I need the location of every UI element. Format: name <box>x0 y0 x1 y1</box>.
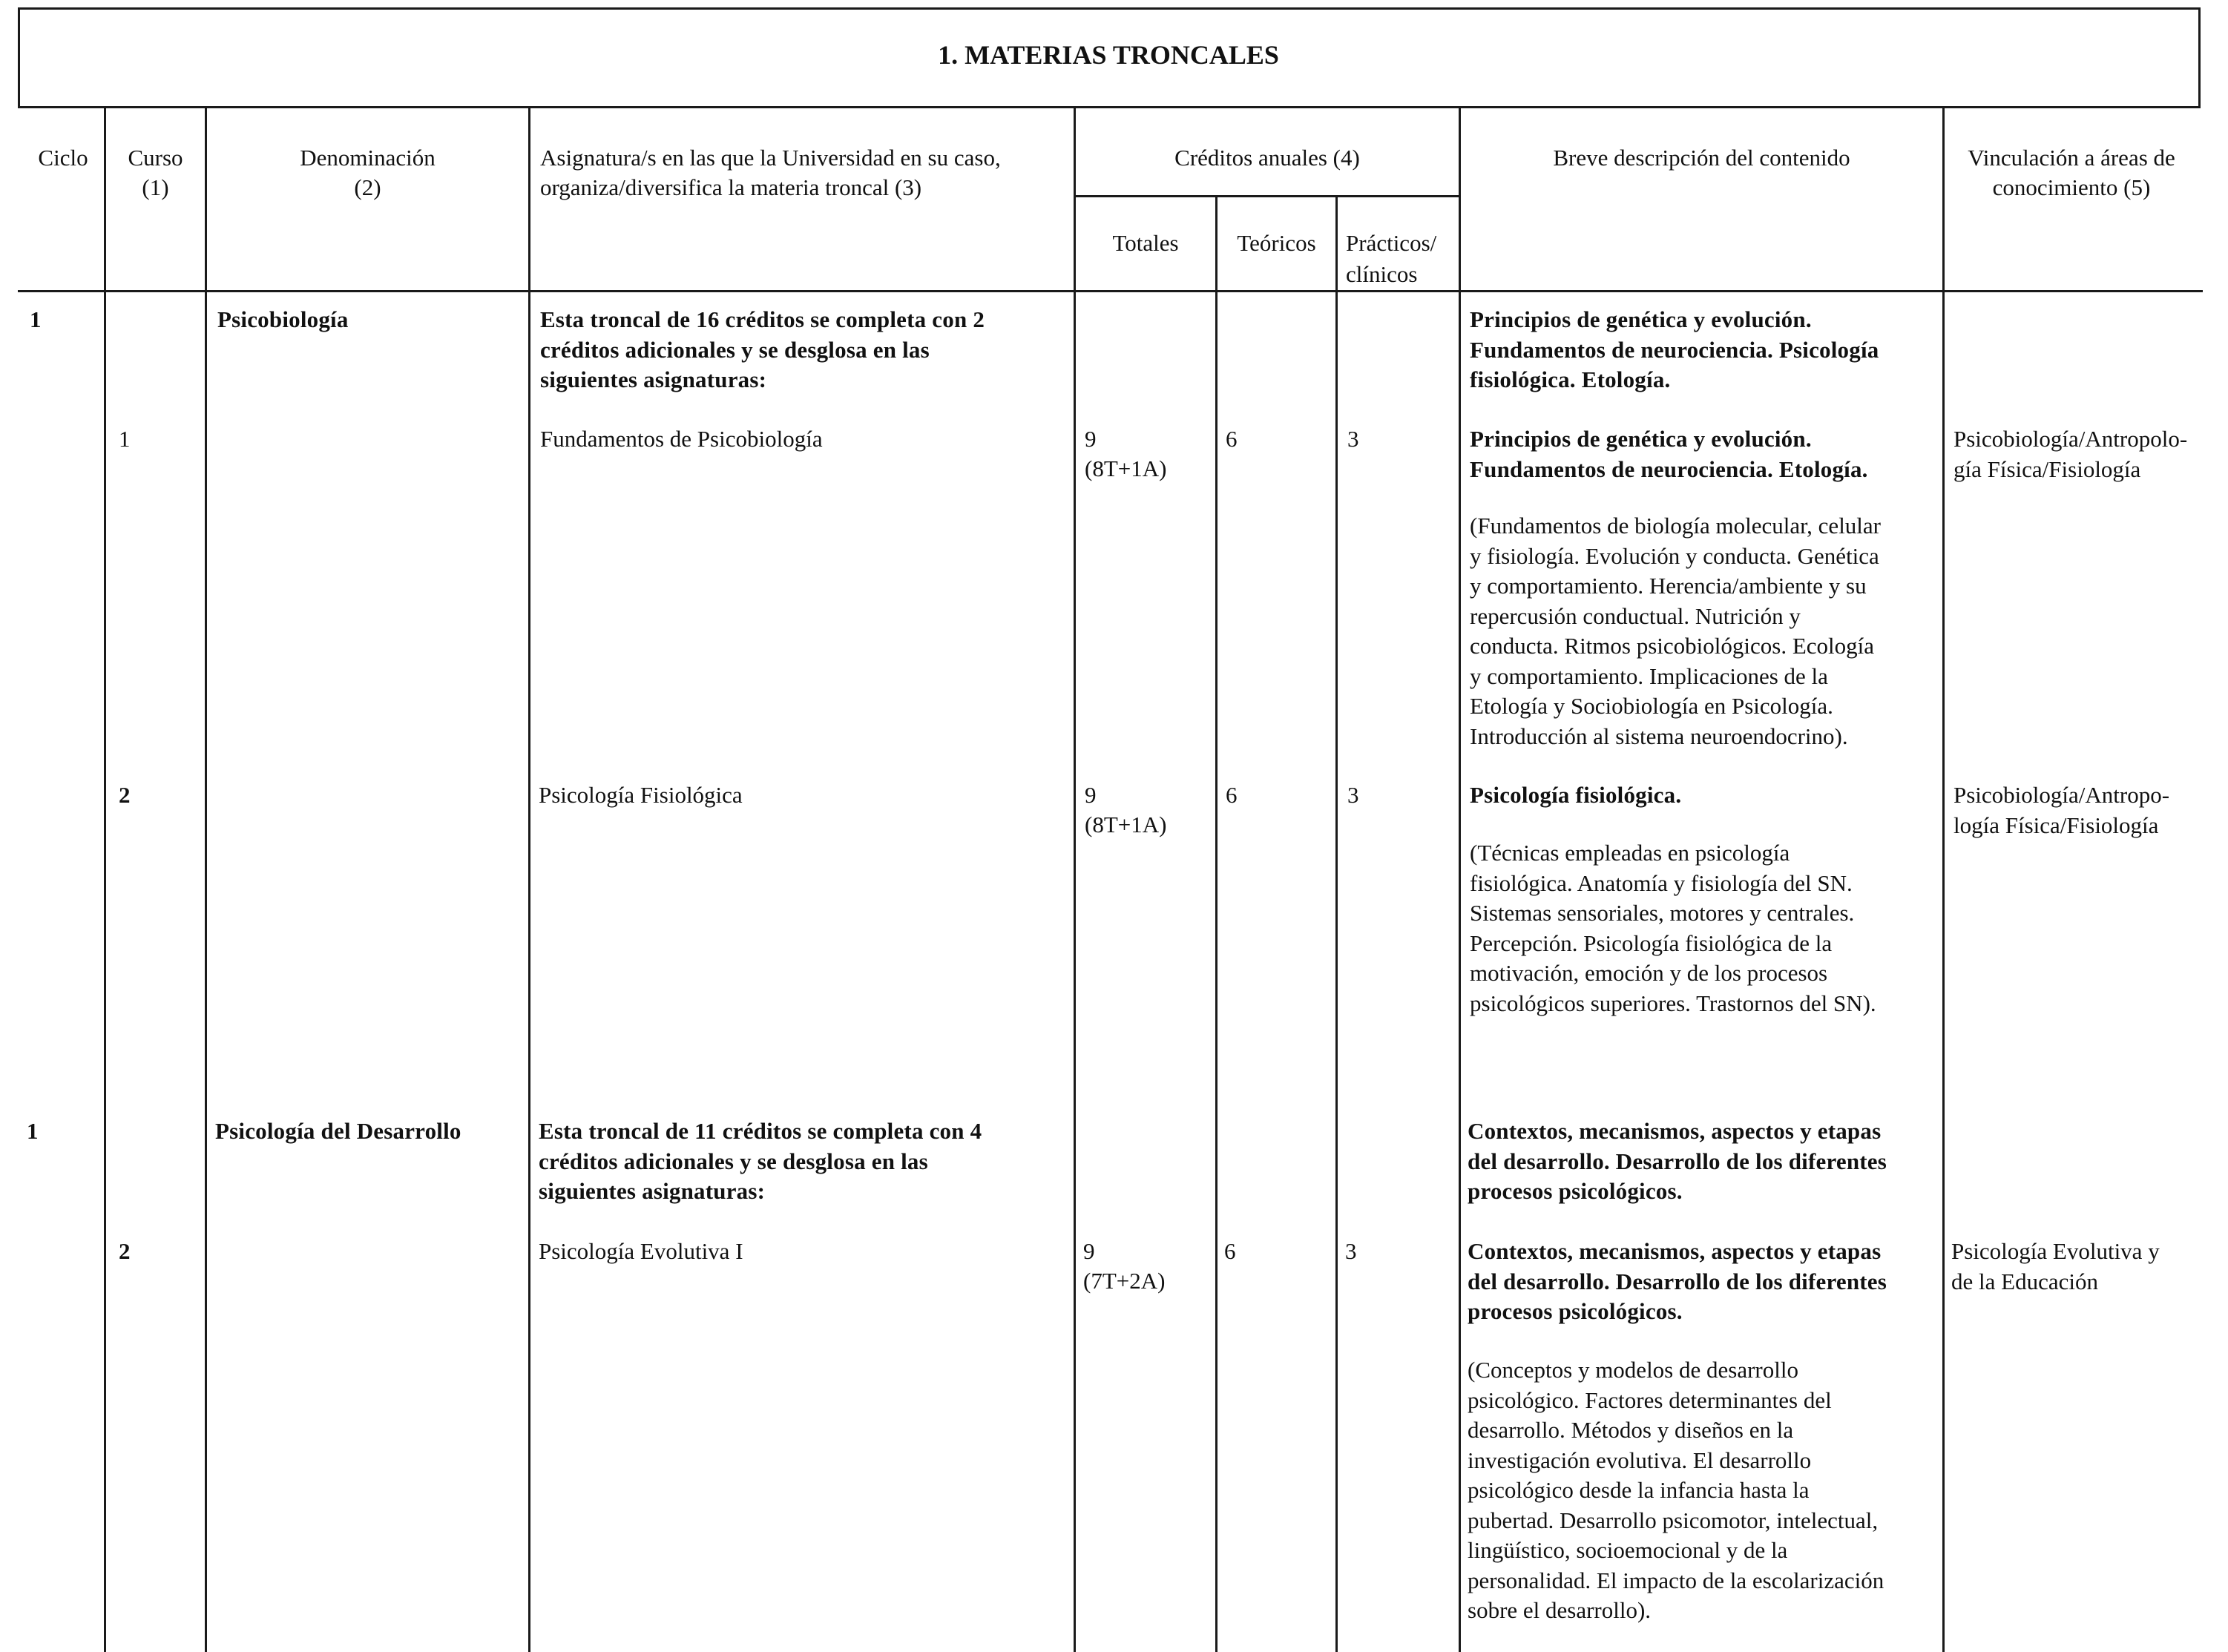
row5-descripcion-bold: Contextos, mecanismos, aspectos y etapas del desarrollo. Desarrollo de los diferentes procesos psicológicos. <box>1468 1238 1887 1324</box>
header-denominacion-1: Denominación <box>300 145 436 171</box>
header-creditos: Créditos anuales (4) <box>1174 145 1360 171</box>
row2-asignatura: Fundamentos de Psicobiología <box>540 426 823 452</box>
header-teoricos: Teóricos <box>1237 230 1316 256</box>
header-descripcion: Breve descripción del contenido <box>1553 145 1850 171</box>
header-totales: Totales <box>1112 230 1179 256</box>
row2-descripcion: (Fundamentos de biología molecular, celular y fisiología. Evolución y conducta. Genética y comportamiento. Herencia/ambiente y su repercusión conductual. Nutrición y conducta. Ritmos psicobiológicos. Ecología y comportamiento. Implicaciones de la Etología y Sociobiología en Psicología. Introducción al sistema neuroendocrino). <box>1470 513 1882 749</box>
row5-practicos: 3 <box>1345 1238 1357 1264</box>
row5-descripcion: (Conceptos y modelos de desarrollo psicológico. Factores determinantes del desarrollo. Métodos y diseños en la investigación evolutiva. El desarrollo psicológico desde la infancia hasta la pubertad. Desarrollo psicomotor, intelectual, lingüístico, socioemocional y de la personalidad. El impacto de la escolarización sobre el desarrollo). <box>1468 1357 1884 1623</box>
row5-teoricos: 6 <box>1224 1238 1236 1264</box>
col-line-descripcion <box>1942 106 1945 1652</box>
header-practicos-1: Prácticos/ <box>1346 230 1437 256</box>
row5-vinculacion: Psicología Evolutiva y de la Educación <box>1951 1238 2160 1294</box>
row3-curso: 2 <box>119 782 131 808</box>
header-ciclo: Ciclo <box>38 145 88 171</box>
row1-ciclo: 1 <box>30 306 42 332</box>
header-curso-2: (1) <box>142 174 169 200</box>
row3-descripcion: (Técnicas empleadas en psicología fisiológica. Anatomía y fisiología del SN. Sistemas sensoriales, motores y centrales. Percepción. Psicología fisiológica de la motivación, emoción y de los procesos psicológicos superiores. Trastornos del SN). <box>1470 840 1876 1016</box>
row2-practicos: 3 <box>1347 426 1359 452</box>
header-denominacion-2: (2) <box>354 174 381 200</box>
row2-vinculacion: Psicobiología/Antropolo- gía Física/Fisiología <box>1953 426 2188 482</box>
row3-teoricos: 6 <box>1226 782 1238 808</box>
col-line-totales <box>1215 195 1217 1652</box>
header-practicos-2: clínicos <box>1346 261 1418 287</box>
row5-totales-1: 9 <box>1083 1238 1095 1264</box>
row4-asignatura: Esta troncal de 11 créditos se completa con 4 créditos adicionales y se desglosa en las siguientes asignaturas: <box>539 1118 982 1204</box>
row2-teoricos: 6 <box>1226 426 1238 452</box>
row2-totales-1: 9 <box>1085 426 1097 452</box>
col-line-curso <box>205 106 207 1652</box>
credits-header-line <box>1074 195 1461 197</box>
col-line-practicos <box>1459 106 1461 1652</box>
col-line-teoricos <box>1335 195 1338 1652</box>
header-asignatura-2: organiza/diversifica la materia troncal (3) <box>540 174 922 200</box>
row3-asignatura: Psicología Fisiológica <box>539 782 743 808</box>
col-line-denominacion <box>528 106 530 1652</box>
row2-totales-2: (8T+1A) <box>1085 455 1167 481</box>
header-asignatura-1: Asignatura/s en las que la Universidad en su caso, <box>540 145 1001 171</box>
row3-totales-1: 9 <box>1085 782 1097 808</box>
frame-top-line <box>18 7 2201 10</box>
row3-vinculacion: Psicobiología/Antropo- logía Física/Fisiología <box>1953 782 2170 838</box>
row4-ciclo: 1 <box>27 1118 39 1144</box>
row5-asignatura: Psicología Evolutiva I <box>539 1238 743 1264</box>
title-bottom-line <box>18 106 2201 108</box>
row5-totales-2: (7T+2A) <box>1083 1268 1166 1294</box>
row4-descripcion: Contextos, mecanismos, aspectos y etapas del desarrollo. Desarrollo de los diferentes procesos psicológicos. <box>1468 1118 1887 1204</box>
row5-curso: 2 <box>119 1238 131 1264</box>
header-curso-1: Curso <box>128 145 183 171</box>
header-vinculacion-2: conocimiento (5) <box>1992 174 2151 200</box>
row3-descripcion-bold: Psicología fisiológica. <box>1470 782 1682 808</box>
page-title: 1. MATERIAS TRONCALES <box>938 40 1279 70</box>
row2-curso: 1 <box>119 426 131 452</box>
row3-practicos: 3 <box>1347 782 1359 808</box>
row1-descripcion: Principios de genética y evolución. Fundamentos de neurociencia. Psicología fisiológica. Etología. <box>1470 306 1879 392</box>
row3-totales-2: (8T+1A) <box>1085 812 1167 837</box>
row1-denominacion: Psicobiología <box>217 306 349 332</box>
col-line-asignatura <box>1074 106 1076 1652</box>
row4-denominacion: Psicología del Desarrollo <box>215 1118 461 1144</box>
row1-asignatura: Esta troncal de 16 créditos se completa con 2 créditos adicionales y se desglosa en las siguientes asignaturas: <box>540 306 985 392</box>
row2-descripcion-bold: Principios de genética y evolución. Fundamentos de neurociencia. Etología. <box>1470 426 1868 482</box>
header-bottom-line <box>18 290 2203 292</box>
header-vinculacion-1: Vinculación a áreas de <box>1968 145 2175 171</box>
col-line-ciclo <box>104 106 106 1652</box>
